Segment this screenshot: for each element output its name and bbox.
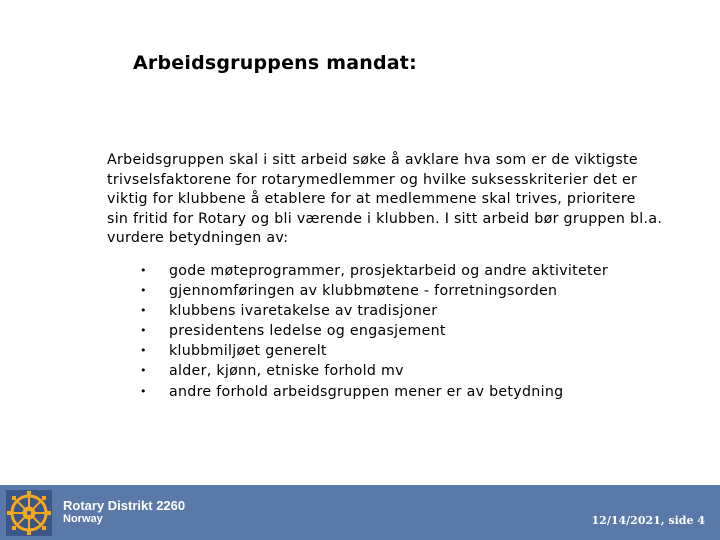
bullet-item [140,281,608,301]
bullet-item [140,382,608,402]
intro-line: trivselsfaktorene for rotarymedlemmer og hvilke suksesskriterier det er [107,171,638,188]
bullet-item [140,321,608,341]
bullet-marker: • [140,344,147,358]
intro-paragraph [107,151,707,249]
bullet-marker: • [140,264,147,277]
slide-title: Arbeidsgruppens mandat: [133,52,417,74]
bullet-text: alder, kjønn, etniske forhold mv [169,363,404,380]
bullet-item [140,341,608,361]
bullet-marker: • [140,364,147,378]
bullet-text: presidentens ledelse og engasjement [169,323,446,340]
bullet-text: andre forhold arbeidsgruppen mener er av betydning [169,383,564,400]
bullet-text: klubbens ivaretakelse av tradisjoner [169,303,438,320]
bullet-item [140,361,608,381]
date-page-number: 12/14/2021, side 4 [591,514,705,527]
bullet-item [140,301,608,321]
bullet-list [140,261,608,402]
bullet-text: klubbmiljøet generelt [169,343,327,360]
country-name: Norway [63,513,103,525]
bullet-marker: • [140,304,147,318]
rotary-wheel-icon [6,490,52,536]
bullet-text: gjennomføringen av klubbmøtene - forretningsorden [169,283,558,300]
bullet-marker: • [140,284,147,298]
bullet-item [140,261,608,281]
intro-line: sin fritid for Rotary og bli værende i klubben. I sitt arbeid bør gruppen bl.a. [107,210,663,227]
district-name: Rotary Distrikt 2260 [63,498,186,513]
intro-line: vurdere betydningen av: [107,230,289,247]
bullet-marker: • [140,384,147,398]
footer-bar [0,485,720,540]
intro-line: viktig for klubbene å etablere for at medlemmene skal trives, prioritere [107,191,636,208]
bullet-marker: • [140,324,147,338]
intro-line: Arbeidsgruppen skal i sitt arbeid søke å avklare hva som er de viktigste [107,152,638,168]
bullet-text: gode møteprogrammer, prosjektarbeid og andre aktiviteter [169,263,609,279]
